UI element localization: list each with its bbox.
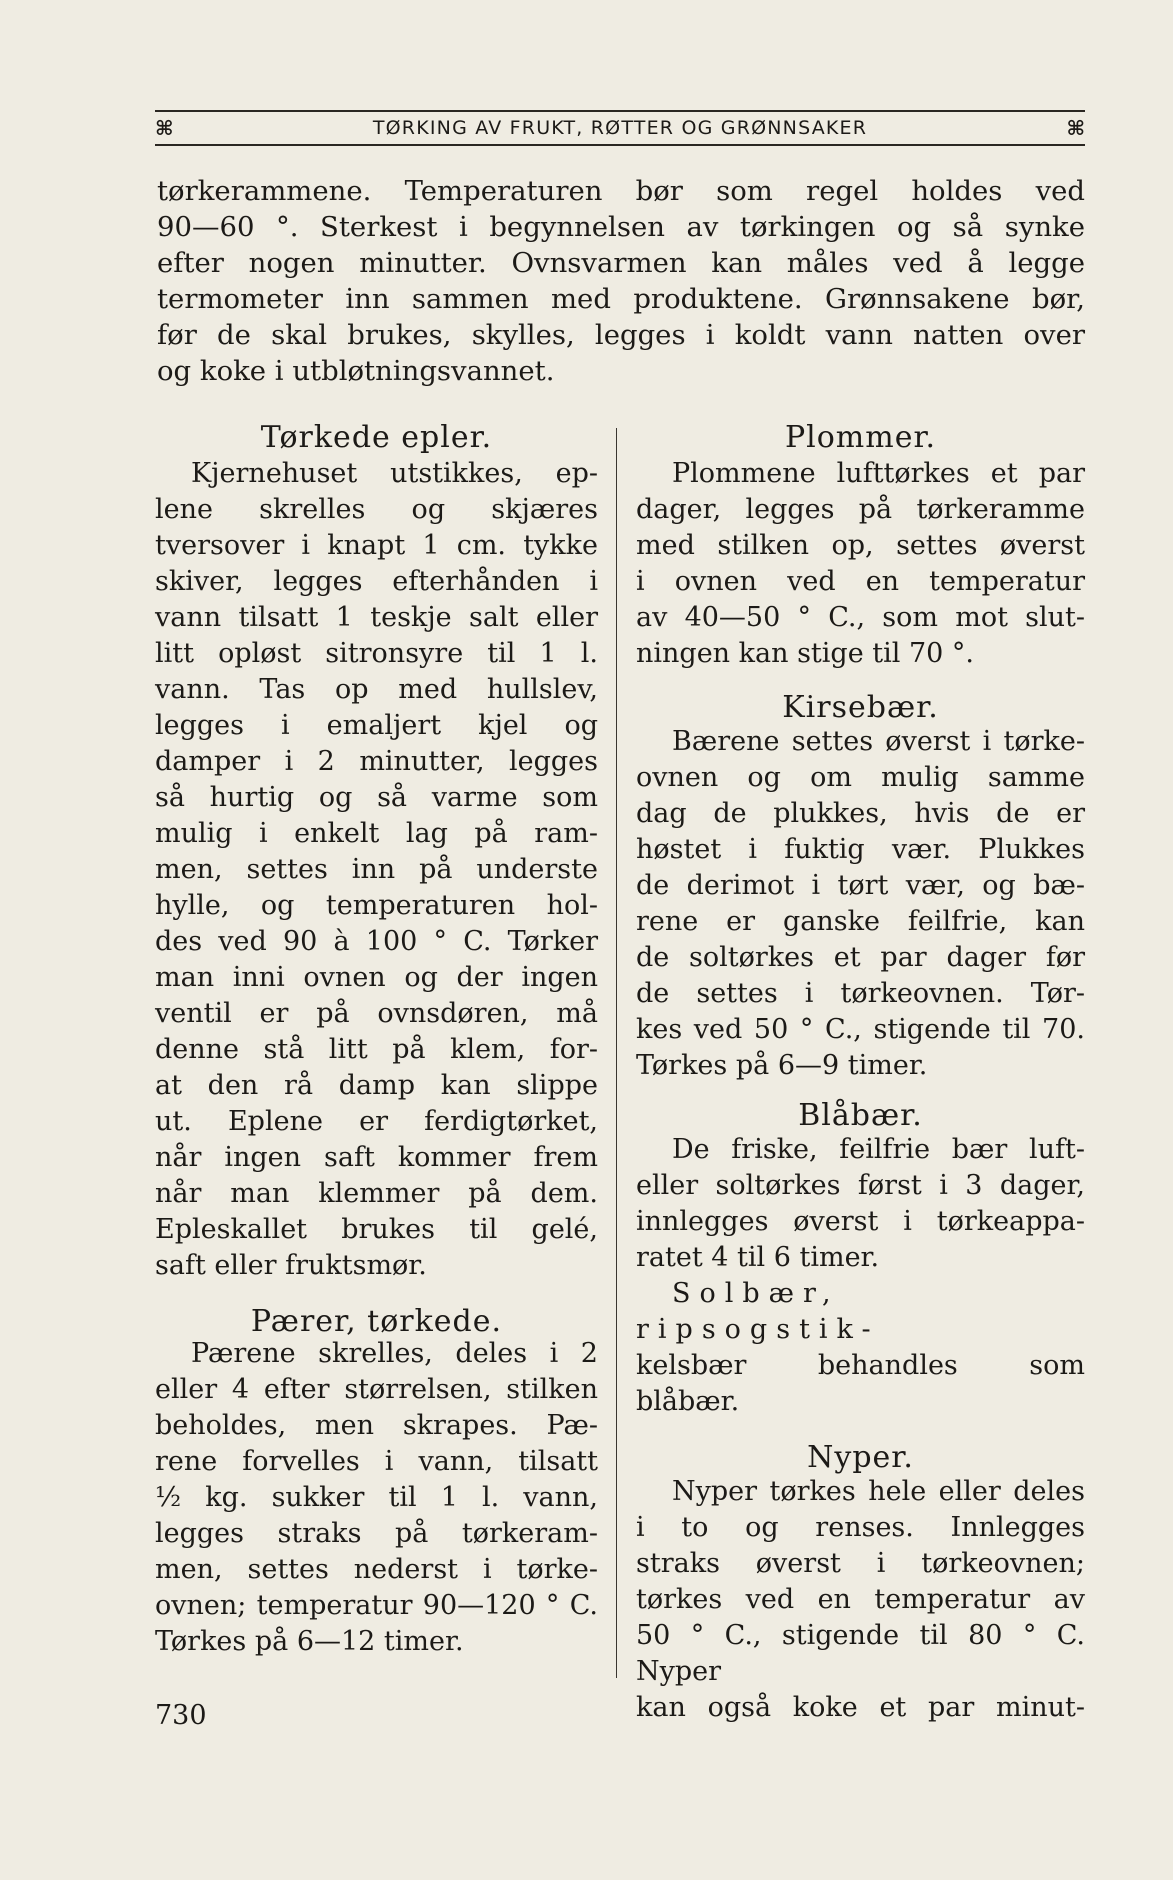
text-line: de derimot i tørt vær, og bæ- bbox=[636, 870, 1085, 901]
text-line: i ovnen ved en temperatur bbox=[636, 566, 1085, 597]
right-column bbox=[636, 418, 1085, 1726]
text-line: hylle, og temperaturen hol- bbox=[155, 890, 598, 921]
text-line: men, settes inn på underste bbox=[155, 854, 598, 885]
text-line: 50 ° C., stigende til 80 ° C. Nyper bbox=[636, 1620, 1085, 1687]
section-title-paerer: Pærer, tørkede. bbox=[250, 1304, 503, 1339]
section-body-kirsebaer bbox=[636, 724, 1085, 1084]
text-line: innlegges øverst i tørkeappa- bbox=[636, 1206, 1085, 1237]
column-divider bbox=[616, 428, 617, 1678]
text-line: vann tilsatt 1 teskje salt eller bbox=[155, 602, 598, 633]
text-line: i to og renses. Innlegges bbox=[636, 1512, 1085, 1543]
section-title-blabaer: Blåbær. bbox=[798, 1098, 923, 1133]
left-column bbox=[155, 418, 598, 1660]
text-line: mulig i enkelt lag på ram- bbox=[155, 818, 598, 849]
text-line: Plommene lufttørkes et par bbox=[672, 458, 1085, 489]
text-line: legges straks på tørkeram- bbox=[155, 1518, 598, 1549]
text-line: tørkes ved en temperatur av bbox=[636, 1584, 1085, 1615]
running-title: TØRKING AV FRUKT, RØTTER OG GRØNNSAKER bbox=[372, 117, 868, 139]
text-line: når ingen saft kommer frem bbox=[155, 1142, 598, 1173]
text-line: Nyper tørkes hele eller deles bbox=[672, 1476, 1085, 1507]
text-line: når man klemmer på dem. bbox=[155, 1178, 598, 1209]
text-line: beholdes, men skrapes. Pæ- bbox=[155, 1410, 598, 1441]
text-line: eller soltørkes først i 3 dager, bbox=[636, 1170, 1085, 1201]
right-ornament-icon: ⌘ bbox=[1066, 116, 1085, 140]
text-line: skiver, legges efterhånden i bbox=[155, 566, 598, 597]
intro-paragraph bbox=[157, 173, 1085, 389]
text-line: Tørkes på 6—12 timer. bbox=[155, 1626, 464, 1657]
section-body-nyper bbox=[636, 1474, 1085, 1726]
text-line: at den rå damp kan slippe bbox=[155, 1070, 598, 1101]
text-line: De friske, feilfrie bær luft- bbox=[672, 1134, 1085, 1165]
text-line: straks øverst i tørkeovnen; bbox=[636, 1548, 1085, 1579]
text-line: man inni ovnen og der ingen bbox=[155, 962, 598, 993]
intro-line: 90—60 °. Sterkest i begynnelsen av tørkingen og så synke bbox=[157, 211, 1085, 243]
text-line: tversover i knapt 1 cm. tykke bbox=[155, 530, 598, 561]
text-line: rene er ganske feilfrie, kan bbox=[636, 906, 1085, 937]
text-line: damper i 2 minutter, legges bbox=[155, 746, 598, 777]
text-line: ventil er på ovnsdøren, må bbox=[155, 998, 598, 1029]
text-line: eller 4 efter størrelsen, stilken bbox=[155, 1374, 598, 1405]
intro-line: efter nogen minutter. Ovnsvarmen kan måles ved å legge bbox=[157, 247, 1085, 279]
text-line: kelsbær behandles som bbox=[636, 1350, 1085, 1381]
text-line: blåbær. bbox=[636, 1386, 740, 1417]
text-line: Solbær, ripsogstik- bbox=[636, 1278, 880, 1345]
text-line: legges i emaljert kjel og bbox=[155, 710, 598, 741]
text-line: rene forvelles i vann, tilsatt bbox=[155, 1446, 598, 1477]
text-line: Kjernehuset utstikkes, ep- bbox=[191, 458, 598, 489]
text-line: Bærene settes øverst i tørke- bbox=[672, 726, 1085, 757]
text-line: ut. Eplene er ferdigtørket, bbox=[155, 1106, 598, 1137]
text-line: Pærene skrelles, deles i 2 bbox=[191, 1338, 598, 1369]
text-line: kan også koke et par minut- bbox=[636, 1692, 1085, 1723]
text-line: vann. Tas op med hullslev, bbox=[155, 674, 598, 705]
text-line: ½ kg. sukker til 1 l. vann, bbox=[155, 1482, 598, 1513]
left-ornament-icon: ⌘ bbox=[155, 116, 174, 140]
running-header bbox=[155, 110, 1085, 146]
text-line: ovnen og om mulig samme bbox=[636, 762, 1085, 793]
text-line: høstet i fuktig vær. Plukkes bbox=[636, 834, 1085, 865]
text-line: men, settes nederst i tørke- bbox=[155, 1554, 598, 1585]
text-line: lene skrelles og skjæres bbox=[155, 494, 598, 525]
text-line: kes ved 50 ° C., stigende til 70. bbox=[636, 1014, 1085, 1045]
text-line: av 40—50 ° C., som mot slut- bbox=[636, 602, 1085, 633]
section-title-kirsebaer: Kirsebær. bbox=[782, 690, 939, 725]
section-body-blabaer bbox=[636, 1132, 1085, 1276]
section-title-plommer: Plommer. bbox=[784, 420, 937, 455]
text-line: de soltørkes et par dager før bbox=[636, 942, 1085, 973]
section-body-paerer bbox=[155, 1336, 598, 1660]
text-line: de settes i tørkeovnen. Tør- bbox=[636, 978, 1085, 1009]
text-line: ningen kan stige til 70 °. bbox=[636, 638, 974, 669]
text-line: dager, legges på tørkeramme bbox=[636, 494, 1085, 525]
text-line: Tørkes på 6—9 timer. bbox=[636, 1050, 928, 1081]
intro-line: før de skal brukes, skylles, legges i koldt vann natten over bbox=[157, 319, 1085, 351]
text-line: ratet 4 til 6 timer. bbox=[636, 1242, 880, 1273]
text-line: så hurtig og så varme som bbox=[155, 782, 598, 813]
text-line: litt opløst sitronsyre til 1 l. bbox=[155, 638, 598, 669]
section-body-solbaer bbox=[636, 1276, 1085, 1420]
text-line: denne stå litt på klem, for- bbox=[155, 1034, 598, 1065]
section-title-epler: Tørkede epler. bbox=[260, 420, 493, 455]
text-line: ovnen; temperatur 90—120 ° C. bbox=[155, 1590, 598, 1621]
text-line: dag de plukkes, hvis de er bbox=[636, 798, 1085, 829]
intro-line: termometer inn sammen med produktene. Grønnsakene bør, bbox=[157, 283, 1085, 315]
text-line: saft eller fruktsmør. bbox=[155, 1250, 427, 1281]
text-line: med stilken op, settes øverst bbox=[636, 530, 1085, 561]
intro-line: tørkerammene. Temperaturen bør som regel holdes ved bbox=[157, 175, 1085, 207]
page-number: 730 bbox=[155, 1700, 207, 1731]
intro-line: og koke i utbløtningsvannet. bbox=[157, 355, 555, 387]
section-title-nyper: Nyper. bbox=[807, 1440, 914, 1475]
section-body-plommer bbox=[636, 456, 1085, 672]
text-line: Epleskallet brukes til gelé, bbox=[155, 1214, 598, 1245]
text-line: des ved 90 à 100 ° C. Tørker bbox=[155, 926, 598, 957]
section-body-epler bbox=[155, 456, 598, 1284]
